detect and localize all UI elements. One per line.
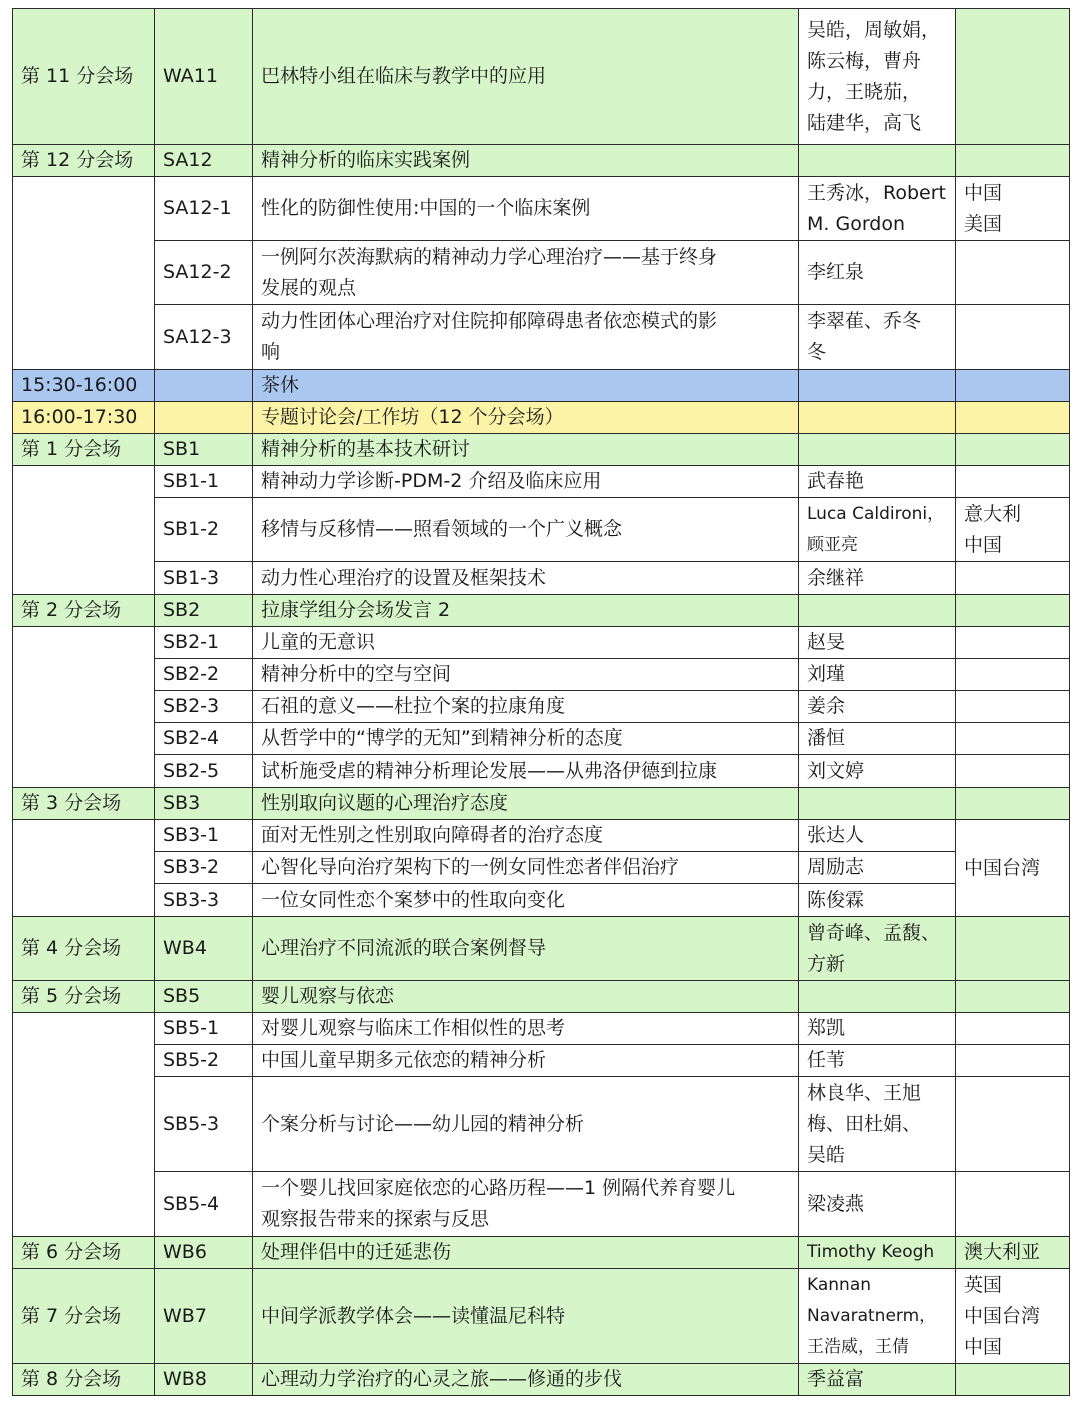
table-row bbox=[155, 1077, 1070, 1172]
country-cell bbox=[956, 1172, 1070, 1236]
speaker-cell: 陈俊霖 bbox=[799, 884, 956, 916]
title-cell: 动力性团体心理治疗对住院抑郁障碍患者依恋模式的影 响 bbox=[253, 305, 799, 369]
title-cell: 精神分析中的空与空间 bbox=[253, 659, 799, 690]
table-row bbox=[155, 723, 1070, 755]
session-cell: 第 2 分会场 bbox=[12, 595, 155, 626]
speaker-cell: 任苇 bbox=[799, 1045, 956, 1076]
country-cell bbox=[956, 466, 1070, 497]
speaker-cell: 潘恒 bbox=[799, 723, 956, 754]
code-cell: SB1 bbox=[155, 434, 253, 465]
table-row bbox=[12, 981, 1070, 1013]
code-cell: SB5-3 bbox=[155, 1077, 253, 1171]
country-cell bbox=[956, 562, 1070, 594]
title-cell: 面对无性别之性别取向障碍者的治疗态度 bbox=[253, 820, 799, 851]
speaker-cell: 梁凌燕 bbox=[799, 1172, 956, 1236]
table-row bbox=[155, 852, 956, 884]
country-cell bbox=[956, 145, 1070, 176]
table-row bbox=[155, 1172, 1070, 1236]
title-cell: 处理伴侣中的迁延悲伤 bbox=[253, 1237, 799, 1268]
session-cell: 第 1 分会场 bbox=[12, 434, 155, 465]
code-cell bbox=[155, 402, 253, 433]
session-group bbox=[12, 820, 1070, 917]
code-cell: SB2-3 bbox=[155, 691, 253, 722]
time-cell: 15:30-16:00 bbox=[12, 370, 155, 401]
title-cell: 精神动力学诊断-PDM-2 介绍及临床应用 bbox=[253, 466, 799, 497]
country-cell bbox=[956, 9, 1070, 144]
country-cell: 意大利 中国 bbox=[956, 498, 1070, 561]
title-cell: 从哲学中的“博学的无知”到精神分析的态度 bbox=[253, 723, 799, 754]
country-cell bbox=[956, 370, 1070, 401]
speaker-cell bbox=[799, 981, 956, 1012]
title-cell: 心智化导向治疗架构下的一例女同性恋者伴侣治疗 bbox=[253, 852, 799, 883]
session-group bbox=[12, 466, 1070, 595]
table-row bbox=[12, 8, 1070, 145]
country-cell bbox=[956, 723, 1070, 754]
country-cell bbox=[956, 1364, 1070, 1395]
session-group bbox=[12, 627, 1070, 788]
table-row bbox=[12, 1364, 1070, 1396]
title-cell: 一例阿尔茨海默病的精神动力学心理治疗——基于终身 发展的观点 bbox=[253, 241, 799, 304]
session-cell: 第 3 分会场 bbox=[12, 788, 155, 819]
table-row bbox=[155, 820, 956, 852]
speaker-cell: 李翠萑、乔冬 冬 bbox=[799, 305, 956, 369]
session-cell: 第 5 分会场 bbox=[12, 981, 155, 1012]
session-cell: 第 7 分会场 bbox=[12, 1269, 155, 1363]
country-cell: 中国台湾 bbox=[956, 820, 1070, 916]
table-row bbox=[155, 691, 1070, 723]
code-cell: SB2-2 bbox=[155, 659, 253, 690]
title-cell: 石祖的意义——杜拉个案的拉康角度 bbox=[253, 691, 799, 722]
table-row bbox=[155, 884, 956, 916]
speaker-cell: 武春艳 bbox=[799, 466, 956, 497]
title-cell: 性别取向议题的心理治疗态度 bbox=[253, 788, 799, 819]
country-cell: 澳大利亚 bbox=[956, 1237, 1070, 1268]
session-spacer bbox=[12, 1013, 155, 1236]
speaker-cell bbox=[799, 595, 956, 626]
code-cell: SB5-2 bbox=[155, 1045, 253, 1076]
title-cell: 一位女同性恋个案梦中的性取向变化 bbox=[253, 884, 799, 916]
country-cell: 中国 美国 bbox=[956, 177, 1070, 240]
session-cell: 第 4 分会场 bbox=[12, 917, 155, 980]
speaker-cell: 刘文婷 bbox=[799, 755, 956, 787]
country-cell bbox=[956, 917, 1070, 980]
title-cell: 拉康学组分会场发言 2 bbox=[253, 595, 799, 626]
code-cell: SA12-3 bbox=[155, 305, 253, 369]
table-row bbox=[12, 1269, 1070, 1364]
speaker-cell: 曾奇峰、孟馥、 方新 bbox=[799, 917, 956, 980]
country-cell bbox=[956, 981, 1070, 1012]
session-spacer bbox=[12, 820, 155, 916]
speaker-cell: Timothy Keogh bbox=[799, 1237, 956, 1268]
title-cell: 精神分析的临床实践案例 bbox=[253, 145, 799, 176]
table-row bbox=[12, 434, 1070, 466]
title-cell: 心理治疗不同流派的联合案例督导 bbox=[253, 917, 799, 980]
table-row bbox=[12, 788, 1070, 820]
code-cell: WA11 bbox=[155, 9, 253, 144]
title-cell: 移情与反移情——照看领域的一个广义概念 bbox=[253, 498, 799, 561]
code-cell bbox=[155, 370, 253, 401]
code-cell: SB1-3 bbox=[155, 562, 253, 594]
table-row bbox=[155, 755, 1070, 787]
session-cell: 第 8 分会场 bbox=[12, 1364, 155, 1395]
speaker-cell: 王秀冰，Robert M. Gordon bbox=[799, 177, 956, 240]
country-cell bbox=[956, 659, 1070, 690]
session-spacer bbox=[12, 466, 155, 594]
speaker-cell bbox=[799, 788, 956, 819]
table-row bbox=[12, 1237, 1070, 1269]
code-cell: SB2-4 bbox=[155, 723, 253, 754]
title-cell: 心理动力学治疗的心灵之旅——修通的步伐 bbox=[253, 1364, 799, 1395]
table-row bbox=[155, 498, 1070, 562]
table-row bbox=[155, 177, 1070, 241]
table-row bbox=[155, 627, 1070, 659]
country-cell bbox=[956, 1077, 1070, 1171]
title-cell: 中间学派教学体会——读懂温尼科特 bbox=[253, 1269, 799, 1363]
table-row bbox=[12, 402, 1070, 434]
speaker-cell: 季益富 bbox=[799, 1364, 956, 1395]
title-cell: 试析施受虐的精神分析理论发展——从弗洛伊德到拉康 bbox=[253, 755, 799, 787]
session-group bbox=[12, 177, 1070, 370]
session-cell: 第 12 分会场 bbox=[12, 145, 155, 176]
speaker-cell bbox=[799, 370, 956, 401]
schedule-table bbox=[12, 8, 1070, 1396]
speaker-cell: 林良华、王旭 梅、田杜娟、 吴皓 bbox=[799, 1077, 956, 1171]
code-cell: SB3-1 bbox=[155, 820, 253, 851]
code-cell: WB7 bbox=[155, 1269, 253, 1363]
speaker-cell: Luca Caldironi， 顾亚亮 bbox=[799, 498, 956, 561]
code-cell: WB6 bbox=[155, 1237, 253, 1268]
speaker-cell: 张达人 bbox=[799, 820, 956, 851]
code-cell: SB5-1 bbox=[155, 1013, 253, 1044]
code-cell: SB2-1 bbox=[155, 627, 253, 658]
country-cell bbox=[956, 755, 1070, 787]
title-cell: 中国儿童早期多元依恋的精神分析 bbox=[253, 1045, 799, 1076]
speaker-cell: 周励志 bbox=[799, 852, 956, 883]
code-cell: SB3 bbox=[155, 788, 253, 819]
code-cell: SA12 bbox=[155, 145, 253, 176]
table-row bbox=[12, 370, 1070, 402]
table-row bbox=[155, 562, 1070, 594]
session-spacer bbox=[12, 627, 155, 787]
country-cell bbox=[956, 305, 1070, 369]
country-cell bbox=[956, 1013, 1070, 1044]
speaker-cell: 赵旻 bbox=[799, 627, 956, 658]
speaker-cell bbox=[799, 434, 956, 465]
speaker-cell: Kannan Navaratnerm， 王浩威，王倩 bbox=[799, 1269, 956, 1363]
country-cell bbox=[956, 1045, 1070, 1076]
country-cell bbox=[956, 627, 1070, 658]
title-cell: 婴儿观察与依恋 bbox=[253, 981, 799, 1012]
speaker-cell: 李红泉 bbox=[799, 241, 956, 304]
table-row bbox=[155, 1013, 1070, 1045]
table-row bbox=[155, 1045, 1070, 1077]
session-spacer bbox=[12, 177, 155, 369]
title-cell: 专题讨论会/工作坊（12 个分会场） bbox=[253, 402, 799, 433]
title-cell: 儿童的无意识 bbox=[253, 627, 799, 658]
speaker-cell bbox=[799, 145, 956, 176]
speaker-cell: 刘瑾 bbox=[799, 659, 956, 690]
title-cell: 性化的防御性使用:中国的一个临床案例 bbox=[253, 177, 799, 240]
session-group bbox=[12, 1013, 1070, 1237]
table-row bbox=[155, 241, 1070, 305]
table-row bbox=[12, 917, 1070, 981]
code-cell: SB5-4 bbox=[155, 1172, 253, 1236]
title-cell: 一个婴儿找回家庭依恋的心路历程——1 例隔代养育婴儿 观察报告带来的探索与反思 bbox=[253, 1172, 799, 1236]
country-cell bbox=[956, 434, 1070, 465]
code-cell: SA12-1 bbox=[155, 177, 253, 240]
code-cell: SB3-3 bbox=[155, 884, 253, 916]
code-cell: WB8 bbox=[155, 1364, 253, 1395]
table-row bbox=[12, 595, 1070, 627]
speaker-cell: 余继祥 bbox=[799, 562, 956, 594]
table-row bbox=[155, 466, 1070, 498]
time-cell: 16:00-17:30 bbox=[12, 402, 155, 433]
speaker-cell bbox=[799, 402, 956, 433]
country-cell bbox=[956, 788, 1070, 819]
country-cell: 英国 中国台湾 中国 bbox=[956, 1269, 1070, 1363]
title-cell: 个案分析与讨论——幼儿园的精神分析 bbox=[253, 1077, 799, 1171]
title-cell: 精神分析的基本技术研讨 bbox=[253, 434, 799, 465]
code-cell: SB2 bbox=[155, 595, 253, 626]
country-cell bbox=[956, 402, 1070, 433]
table-row bbox=[155, 305, 1070, 369]
code-cell: SB5 bbox=[155, 981, 253, 1012]
title-cell: 巴林特小组在临床与教学中的应用 bbox=[253, 9, 799, 144]
code-cell: SB3-2 bbox=[155, 852, 253, 883]
title-cell: 对婴儿观察与临床工作相似性的思考 bbox=[253, 1013, 799, 1044]
code-cell: SA12-2 bbox=[155, 241, 253, 304]
code-cell: SB1-1 bbox=[155, 466, 253, 497]
speaker-cell: 吴皓，周敏娟， 陈云梅，曹舟 力，王晓茄， 陆建华，高飞 bbox=[799, 9, 956, 144]
session-cell: 第 11 分会场 bbox=[12, 9, 155, 144]
session-cell: 第 6 分会场 bbox=[12, 1237, 155, 1268]
code-cell: SB1-2 bbox=[155, 498, 253, 561]
table-row bbox=[155, 659, 1070, 691]
country-cell bbox=[956, 595, 1070, 626]
code-cell: SB2-5 bbox=[155, 755, 253, 787]
title-cell: 茶休 bbox=[253, 370, 799, 401]
table-row bbox=[12, 145, 1070, 177]
country-cell bbox=[956, 691, 1070, 722]
speaker-cell: 姜余 bbox=[799, 691, 956, 722]
speaker-cell: 郑凯 bbox=[799, 1013, 956, 1044]
code-cell: WB4 bbox=[155, 917, 253, 980]
country-cell bbox=[956, 241, 1070, 304]
title-cell: 动力性心理治疗的设置及框架技术 bbox=[253, 562, 799, 594]
